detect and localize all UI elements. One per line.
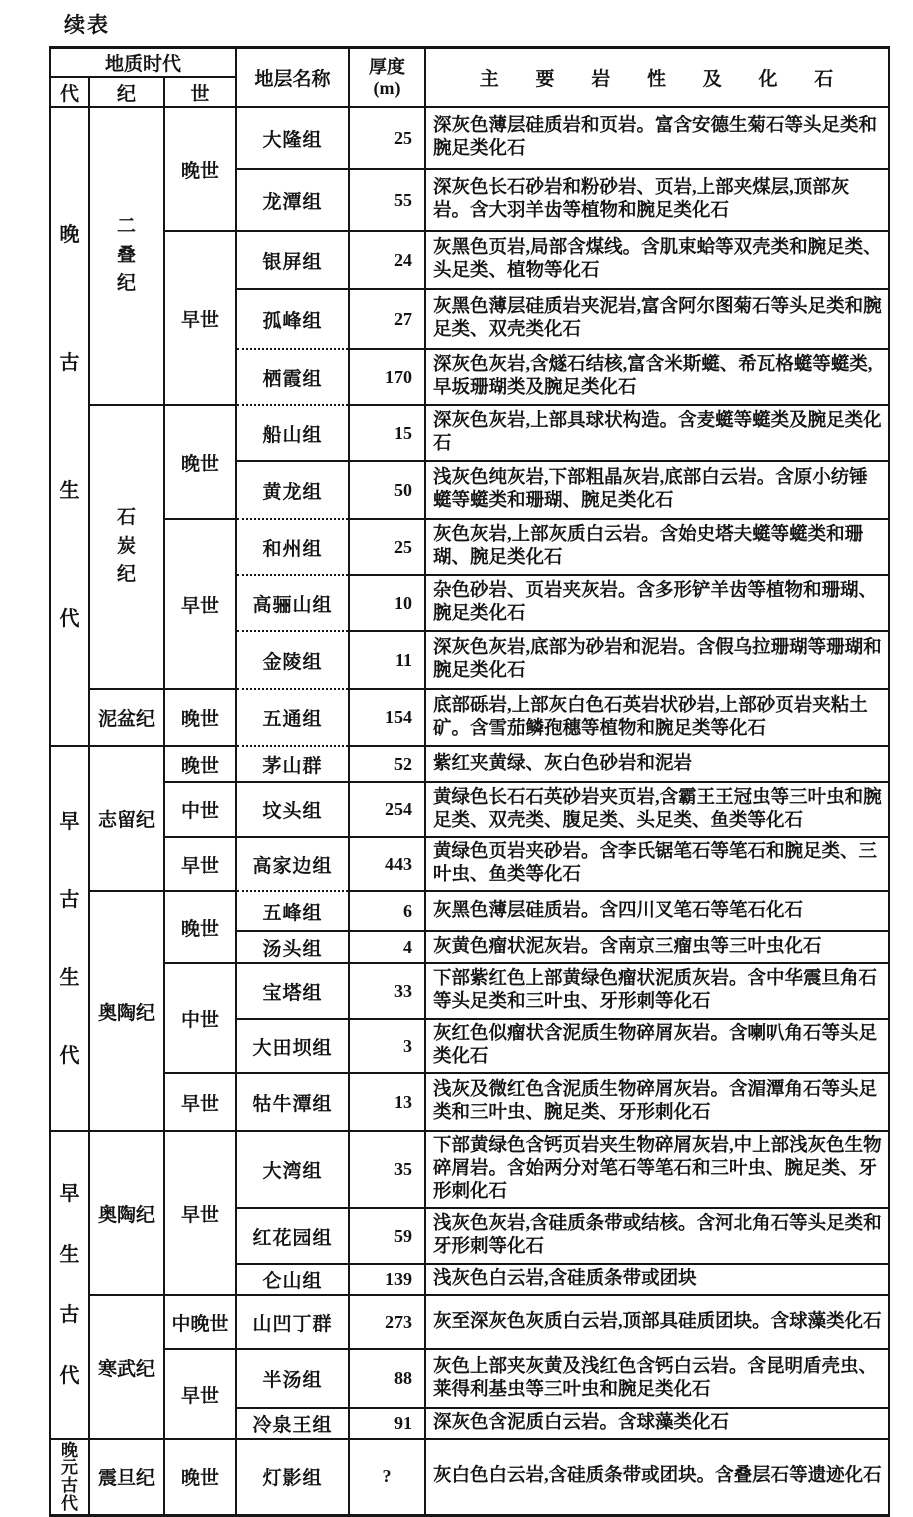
header-epoch: 世 <box>164 77 236 107</box>
epoch-cell: 早世 <box>164 1349 236 1439</box>
formation-name-cell: 五通组 <box>236 689 349 746</box>
formation-name-cell: 宝塔组 <box>236 963 349 1019</box>
thickness-cell: 170 <box>349 349 425 405</box>
formation-name-cell: 大隆组 <box>236 107 349 169</box>
formation-name-cell: 山凹丁群 <box>236 1295 349 1349</box>
lithology-fossils-cell: 紫红夹黄绿、灰白色砂岩和泥岩 <box>425 746 889 782</box>
thickness-cell: 52 <box>349 746 425 782</box>
formation-name-cell: 半汤组 <box>236 1349 349 1408</box>
thickness-cell: 10 <box>349 575 425 631</box>
thickness-cell: 59 <box>349 1208 425 1264</box>
thickness-cell: 443 <box>349 837 425 891</box>
lithology-fossils-cell: 深灰色灰岩,含燧石结核,富含米斯䗴、希瓦格䗴等䗴类,早坂珊瑚类及腕足类化石 <box>425 349 889 405</box>
epoch-cell: 早世 <box>164 519 236 689</box>
header-thickness <box>349 48 425 108</box>
epoch-cell: 中晚世 <box>164 1295 236 1349</box>
formation-name-cell: 茅山群 <box>236 746 349 782</box>
stratigraphy-table <box>49 46 890 1517</box>
lithology-fossils-cell: 深灰色长石砂岩和粉砂岩、页岩,上部夹煤层,顶部灰岩。含大羽羊齿等植物和腕足类化石 <box>425 169 889 231</box>
epoch-cell: 早世 <box>164 837 236 891</box>
lithology-fossils-cell: 浅灰及微红色含泥质生物碎屑灰岩。含湄潭角石等头足类和三叶虫、腕足类、牙形刺化石 <box>425 1073 889 1131</box>
period-cell: 泥盆纪 <box>89 689 164 746</box>
lithology-fossils-cell: 下部黄绿色含钙页岩夹生物碎屑灰岩,中上部浅灰色生物碎屑岩。含始两分对笔石等笔石和三叶虫、腕足类、牙形刺化石 <box>425 1131 889 1208</box>
thickness-cell: 3 <box>349 1019 425 1073</box>
lithology-fossils-cell: 灰黑色薄层硅质岩。含四川叉笔石等笔石化石 <box>425 891 889 931</box>
formation-name-cell: 牯牛潭组 <box>236 1073 349 1131</box>
lithology-fossils-cell: 灰红色似瘤状含泥质生物碎屑灰岩。含喇叭角石等头足类化石 <box>425 1019 889 1073</box>
thickness-cell: 273 <box>349 1295 425 1349</box>
header-geologic-time: 地质时代 <box>50 48 236 78</box>
era-label: 早 古 生 代 <box>59 810 80 1067</box>
page-title: 续表 <box>64 13 110 37</box>
period-cell: 奥陶纪 <box>89 1131 164 1295</box>
thickness-cell: 50 <box>349 461 425 519</box>
epoch-cell: 晚世 <box>164 1439 236 1515</box>
formation-name-cell: 大田坝组 <box>236 1019 349 1073</box>
lithology-fossils-cell: 灰至深灰色灰质白云岩,顶部具硅质团块。含球藻类化石 <box>425 1295 889 1349</box>
lithology-fossils-cell: 深灰色薄层硅质岩和页岩。富含安德生菊石等头足类和腕足类化石 <box>425 107 889 169</box>
epoch-cell: 晚世 <box>164 107 236 231</box>
period-cell: 奥陶纪 <box>89 891 164 1131</box>
formation-name-cell: 金陵组 <box>236 631 349 689</box>
formation-name-cell: 高家边组 <box>236 837 349 891</box>
period-cell: 志留纪 <box>89 746 164 891</box>
thickness-cell: 139 <box>349 1264 425 1295</box>
lithology-fossils-cell: 灰黄色瘤状泥灰岩。含南京三瘤虫等三叶虫化石 <box>425 931 889 963</box>
era-cell <box>50 746 89 1131</box>
lithology-fossils-cell: 灰白色白云岩,含硅质条带或团块。含叠层石等遗迹化石 <box>425 1439 889 1515</box>
lithology-fossils-cell: 深灰色含泥质白云岩。含球藻类化石 <box>425 1408 889 1439</box>
epoch-cell: 晚世 <box>164 891 236 963</box>
header-formation-name: 地层名称 <box>236 48 349 108</box>
thickness-cell: 11 <box>349 631 425 689</box>
formation-name-cell: 和州组 <box>236 519 349 575</box>
formation-name-cell: 冷泉王组 <box>236 1408 349 1439</box>
thickness-cell: 88 <box>349 1349 425 1408</box>
formation-name-cell: 龙潭组 <box>236 169 349 231</box>
lithology-fossils-cell: 浅灰色纯灰岩,下部粗晶灰岩,底部白云岩。含原小纺锤䗴等䗴类和珊瑚、腕足类化石 <box>425 461 889 519</box>
era-cell <box>50 107 89 746</box>
formation-name-cell: 银屏组 <box>236 231 349 289</box>
header-thickness-unit: (m) <box>373 77 401 98</box>
formation-name-cell: 孤峰组 <box>236 289 349 349</box>
thickness-cell: 25 <box>349 519 425 575</box>
era-label: 早 生 古 代 <box>59 1182 80 1388</box>
lithology-fossils-cell: 灰色上部夹灰黄及浅红色含钙白云岩。含昆明盾壳虫、莱得利基虫等三叶虫和腕足类化石 <box>425 1349 889 1408</box>
lithology-fossils-cell: 灰色灰岩,上部灰质白云岩。含始史塔夫䗴等䗴类和珊瑚、腕足类化石 <box>425 519 889 575</box>
lithology-fossils-cell: 深灰色灰岩,底部为砂岩和泥岩。含假乌拉珊瑚等珊瑚和腕足类化石 <box>425 631 889 689</box>
lithology-fossils-cell: 灰黑色页岩,局部含煤线。含肌束蛤等双壳类和腕足类、头足类、植物等化石 <box>425 231 889 289</box>
formation-name-cell: 仑山组 <box>236 1264 349 1295</box>
thickness-cell: 24 <box>349 231 425 289</box>
formation-name-cell: 栖霞组 <box>236 349 349 405</box>
lithology-fossils-cell: 黄绿色页岩夹砂岩。含李氏锯笔石等笔石和腕足类、三叶虫、鱼类等化石 <box>425 837 889 891</box>
thickness-cell: 55 <box>349 169 425 231</box>
lithology-fossils-cell: 黄绿色长石石英砂岩夹页岩,含霸王王冠虫等三叶虫和腕足类、双壳类、腹足类、头足类、鱼类等化石 <box>425 782 889 837</box>
period-cell <box>89 405 164 689</box>
lithology-fossils-cell: 浅灰色灰岩,含硅质条带或结核。含河北角石等头足类和牙形刺等化石 <box>425 1208 889 1264</box>
epoch-cell: 早世 <box>164 231 236 405</box>
header-thickness-label: 厚度 <box>369 56 406 77</box>
lithology-fossils-cell: 灰黑色薄层硅质岩夹泥岩,富含阿尔图菊石等头足类和腕足类、双壳类化石 <box>425 289 889 349</box>
formation-name-cell: 高骊山组 <box>236 575 349 631</box>
formation-name-cell: 汤头组 <box>236 931 349 963</box>
thickness-cell: 25 <box>349 107 425 169</box>
formation-name-cell: 黄龙组 <box>236 461 349 519</box>
formation-name-cell: 坟头组 <box>236 782 349 837</box>
period-label: 二叠纪 <box>116 216 136 295</box>
lithology-fossils-cell: 深灰色灰岩,上部具球状构造。含麦䗴等䗴类及腕足类化石 <box>425 405 889 461</box>
lithology-fossils-cell: 底部砾岩,上部灰白色石英岩状砂岩,上部砂页岩夹粘土矿。含雪茄鳞孢穗等植物和腕足类等化石 <box>425 689 889 746</box>
formation-name-cell: 红花园组 <box>236 1208 349 1264</box>
era-cell <box>50 1439 89 1515</box>
formation-name-cell: 灯影组 <box>236 1439 349 1515</box>
lithology-fossils-cell: 浅灰色白云岩,含硅质条带或团块 <box>425 1264 889 1295</box>
epoch-cell: 早世 <box>164 1073 236 1131</box>
formation-name-cell: 大湾组 <box>236 1131 349 1208</box>
header-era: 代 <box>50 77 89 107</box>
thickness-cell: 27 <box>349 289 425 349</box>
thickness-cell: ? <box>349 1439 425 1515</box>
header-period: 纪 <box>89 77 164 107</box>
thickness-cell: 33 <box>349 963 425 1019</box>
formation-name-cell: 五峰组 <box>236 891 349 931</box>
lithology-fossils-cell: 下部紫红色上部黄绿色瘤状泥质灰岩。含中华震旦角石等头足类和三叶虫、牙形刺等化石 <box>425 963 889 1019</box>
thickness-cell: 154 <box>349 689 425 746</box>
period-cell: 寒武纪 <box>89 1295 164 1439</box>
thickness-cell: 15 <box>349 405 425 461</box>
epoch-cell: 晚世 <box>164 689 236 746</box>
era-label: 晚 元 古 代 <box>61 1440 78 1513</box>
period-cell: 震旦纪 <box>89 1439 164 1515</box>
period-cell <box>89 107 164 405</box>
thickness-cell: 254 <box>349 782 425 837</box>
epoch-cell: 中世 <box>164 963 236 1073</box>
lithology-fossils-cell: 杂色砂岩、页岩夹灰岩。含多形铲羊齿等植物和珊瑚、腕足类化石 <box>425 575 889 631</box>
thickness-cell: 4 <box>349 931 425 963</box>
epoch-cell: 早世 <box>164 1131 236 1295</box>
header-lithology-fossils: 主 要 岩 性 及 化 石 <box>425 48 889 108</box>
thickness-cell: 91 <box>349 1408 425 1439</box>
thickness-cell: 6 <box>349 891 425 931</box>
era-label: 晚 古 生 代 <box>59 223 80 630</box>
epoch-cell: 晚世 <box>164 405 236 519</box>
thickness-cell: 13 <box>349 1073 425 1131</box>
thickness-cell: 35 <box>349 1131 425 1208</box>
epoch-cell: 晚世 <box>164 746 236 782</box>
period-label: 石炭纪 <box>116 507 136 586</box>
formation-name-cell: 船山组 <box>236 405 349 461</box>
era-cell <box>50 1131 89 1439</box>
epoch-cell: 中世 <box>164 782 236 837</box>
